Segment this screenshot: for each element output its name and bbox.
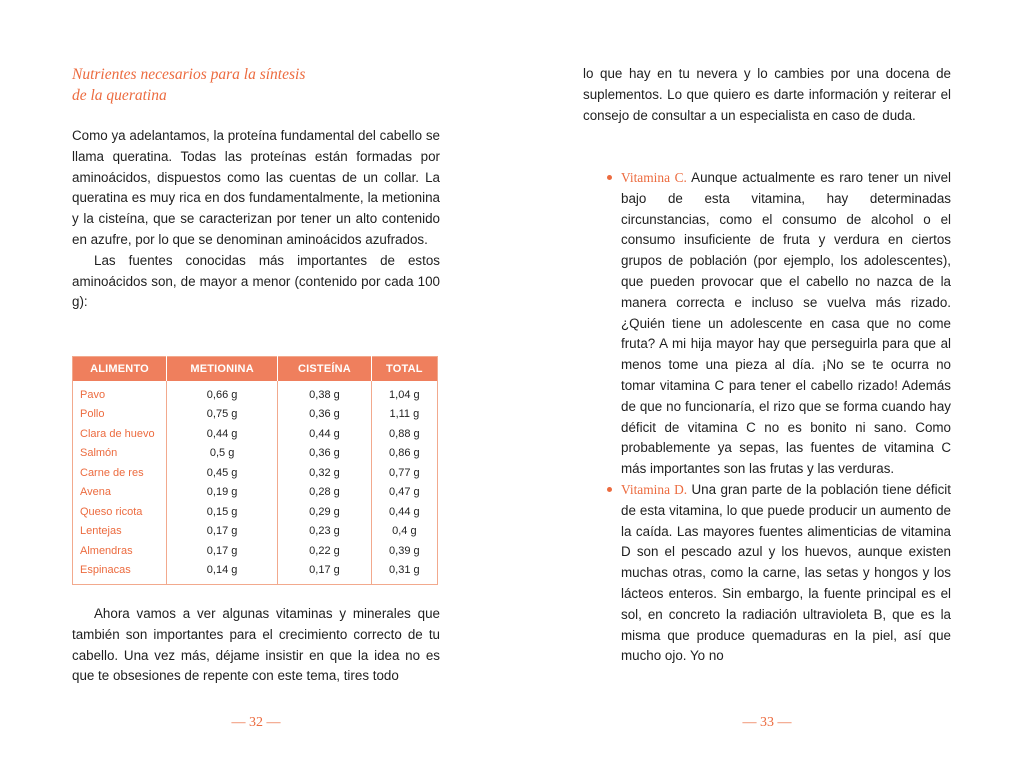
paragraph-vitaminas-intro: Ahora vamos a ver algunas vitaminas y minerales que también son importantes para el crecimiento correcto de tu cabello. Una vez más, déjame insistir en que la idea no es que te obsesiones de repente con este tema, tires todo <box>72 606 440 684</box>
page-number-left: — 32 — <box>231 715 281 730</box>
section-heading-line-2: de la queratina <box>72 87 167 104</box>
table-row <box>73 561 438 585</box>
total-value: 0,39 g <box>389 544 420 557</box>
vitamin-list <box>583 168 951 667</box>
metionina-value: 0,14 g <box>167 561 278 585</box>
metionina-value: 0,17 g <box>167 522 278 542</box>
paragraph-continuacion: lo que hay en tu nevera y lo cambies por una docena de suplementos. Lo que quiero es darte información y reiterar el consejo de consultar a un especialista en caso de duda. <box>583 66 951 123</box>
food-name: Lentejas <box>73 522 167 542</box>
total-value: 0,88 g <box>389 427 420 440</box>
table-row <box>73 541 438 561</box>
cisteina-value: 0,22 g <box>278 541 372 561</box>
vitamin-d-text: Una gran parte de la población tiene déficit de esta vitamina, lo que puede producir un aumento de la caída. Las mayores fuentes alimenticias de vitamina D son el pescado azul y los huevos, aunque existen muchas otras, como la carne, las setas y hongos y los lácteos enteros. Sin embargo, la fuente principal es el sol, en concreto la radiación ultravioleta B, que es la misma que produce quemaduras en la piel, así que mucho ojo. Yo no <box>621 481 951 664</box>
total-value: 0,31 g <box>389 564 420 577</box>
metionina-value: 0,19 g <box>167 483 278 503</box>
closing-text <box>72 604 440 687</box>
table-row <box>73 522 438 542</box>
list-item-vitamina-c <box>583 168 951 480</box>
total-value: 0,77 g <box>389 466 420 479</box>
cisteina-value: 0,38 g <box>278 381 372 405</box>
vitamin-c-text: Aunque actualmente es raro tener un nivel bajo de esta vitamina, hay determinadas circunstancias, como el consumo de alcohol o el consumo insuficiente de fruta y verdura en ciertos grupos de población (por ejemplo, los adolescentes), que pueden provocar que el cabello no nazca de la manera correcta e incluso se vuelva más rizado. ¿Quién tiene un adolescente en casa que no come fruta? A mi hija mayor hay que perseguirla para que al menos tome una pieza al día. ¡No se te ocurra no tomar vitamina C para tener el cabello rizado! Además de que no funcionaría, el rizo que se forma cuando hay déficit de vitamina C no es bonito ni sano. Como probablemente ya sepas, las fuentes de vitamina C más importantes son las frutas y las verduras. <box>621 170 951 477</box>
food-name: Carne de res <box>73 463 167 483</box>
food-name: Salmón <box>73 444 167 464</box>
cisteina-value: 0,28 g <box>278 483 372 503</box>
paragraph-fuentes: Las fuentes conocidas más importantes de estos aminoácidos son, de mayor a menor (contenido por cada 100 g): <box>72 252 440 310</box>
section-heading-line-1: Nutrientes necesarios para la síntesis <box>72 66 306 83</box>
food-name: Queso ricota <box>73 502 167 522</box>
continued-text <box>583 64 951 126</box>
table-header-row <box>73 357 438 382</box>
total-value: 1,04 g <box>389 388 420 401</box>
metionina-value: 0,17 g <box>167 541 278 561</box>
page-number-right: — 33 — <box>742 715 792 730</box>
column-header-metionina: METIONINA <box>167 357 278 382</box>
table-row <box>73 463 438 483</box>
total-value: 0,86 g <box>389 447 420 460</box>
section-heading <box>72 64 305 106</box>
table-row <box>73 502 438 522</box>
cisteina-value: 0,32 g <box>278 463 372 483</box>
table-row <box>73 381 438 405</box>
table-row <box>73 424 438 444</box>
food-name: Almendras <box>73 541 167 561</box>
food-name: Avena <box>73 483 167 503</box>
cisteina-value: 0,36 g <box>278 444 372 464</box>
vitamin-c-label: Vitamina C. <box>621 170 687 185</box>
column-header-total: TOTAL <box>371 357 437 382</box>
cisteina-value: 0,17 g <box>278 561 372 585</box>
amino-acid-table <box>72 356 438 585</box>
total-value: 0,44 g <box>389 505 420 518</box>
metionina-value: 0,45 g <box>167 463 278 483</box>
vitamin-d-label: Vitamina D. <box>621 481 688 497</box>
intro-text <box>72 126 440 313</box>
metionina-value: 0,75 g <box>167 405 278 425</box>
metionina-value: 0,66 g <box>167 381 278 405</box>
table-row <box>73 483 438 503</box>
metionina-value: 0,15 g <box>167 502 278 522</box>
food-name: Pollo <box>73 405 167 425</box>
food-name: Pavo <box>73 381 167 405</box>
cisteina-value: 0,44 g <box>278 424 372 444</box>
cisteina-value: 0,36 g <box>278 405 372 425</box>
table-row <box>73 405 438 425</box>
total-value: 0,47 g <box>389 486 420 499</box>
paragraph-queratina: Como ya adelantamos, la proteína fundamental del cabello se llama queratina. Todas las proteínas están formadas por aminoácidos, dispuestos como las cuentas de un collar. La queratina es muy rica en dos fundamentalmente, la metionina y la cisteína, que se caracterizan por tener un alto contenido en azufre, por lo que se denominan aminoácidos azufrados. <box>72 128 440 247</box>
column-header-cisteina: CISTEÍNA <box>278 357 372 382</box>
cisteina-value: 0,23 g <box>278 522 372 542</box>
cisteina-value: 0,29 g <box>278 502 372 522</box>
metionina-value: 0,5 g <box>167 444 278 464</box>
food-name: Clara de huevo <box>73 424 167 444</box>
total-value: 1,11 g <box>389 408 420 421</box>
column-header-alimento: ALIMENTO <box>73 357 167 382</box>
bullet-icon <box>607 175 612 180</box>
right-page <box>583 0 951 779</box>
metionina-value: 0,44 g <box>167 424 278 444</box>
table-row <box>73 444 438 464</box>
bullet-icon <box>607 487 612 492</box>
list-item-vitamina-d <box>583 480 951 667</box>
food-name: Espinacas <box>73 561 167 585</box>
left-page <box>72 0 440 779</box>
total-value: 0,4 g <box>392 525 417 538</box>
